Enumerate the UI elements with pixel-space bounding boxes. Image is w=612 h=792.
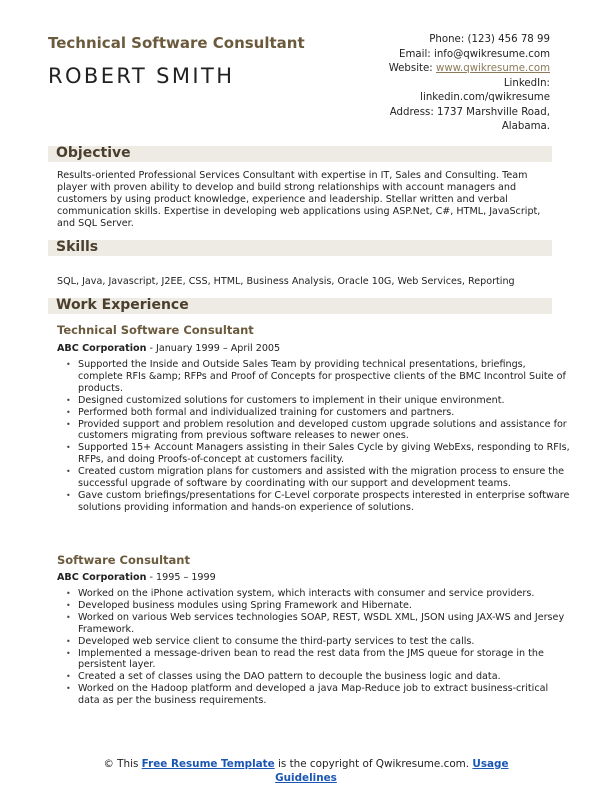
list-item: • Supported 15+ Account Managers assisting in their Sales Cycle by giving WebExs, responding to RFIs, RFPs, and doing Proofs-of-concept at customers facility. — [78, 442, 572, 466]
section-work-experience — [48, 298, 552, 314]
contact-linkedin-label: LinkedIn: — [503, 77, 550, 89]
section-skills — [48, 240, 552, 256]
contact-address-line2: Alabama. — [501, 121, 550, 132]
candidate-name: ROBERT SMITH — [48, 64, 235, 88]
list-item: • Supported the Inside and Outside Sales Team by providing technical presentations, briefings, complete RFIs &amp; RFPs and Proof of Concepts for prospective clients of the BMC Incontrol Suite of products. — [78, 359, 572, 395]
list-item: • Worked on the iPhone activation system, which interacts with consumer and service providers. — [78, 588, 572, 600]
job-company-line — [57, 343, 280, 354]
list-item: • Developed web service client to consume the third-party services to test the calls. — [78, 636, 572, 648]
job-company-line — [57, 572, 216, 583]
job-dates: - 1995 – 1999 — [146, 572, 216, 583]
footer-copyright: © This Free Resume Template is the copyright of Qwikresume.com. Usage Guidelines — [103, 758, 509, 784]
list-item: • Developed business modules using Spring Framework and Hibernate. — [78, 600, 572, 612]
list-item: • Created custom migration plans for customers and assisted with the migration process to ensure the successful upgrade of software by coordinating with our support and development teams. — [78, 466, 572, 490]
contact-block — [389, 33, 550, 135]
section-title-objective: Objective — [56, 145, 131, 161]
list-item: • Gave custom briefings/presentations for C-Level corporate prospects interested in enterprise software solutions providing information and hands-on experience of solutions. — [78, 490, 572, 514]
list-item: • Worked on various Web services technologies SOAP, REST, WSDL XML, JSON using JAX-WS and Jersey Framework. — [78, 612, 572, 636]
list-item: • Performed both formal and individualized training for customers and partners. — [78, 407, 572, 419]
job-role: Technical Software Consultant — [57, 323, 254, 337]
list-item: • Designed customized solutions for customers to implement in their unique environment. — [78, 395, 572, 407]
contact-website: Website: www.qwikresume.com — [388, 63, 550, 74]
job-company: ABC Corporation — [57, 343, 147, 354]
section-title-work-experience: Work Experience — [56, 297, 189, 313]
section-title-skills: Skills — [56, 239, 99, 255]
usage-guidelines-link-line2[interactable]: Guidelines — [275, 771, 337, 784]
contact-linkedin: linkedin.com/qwikresume — [420, 92, 550, 103]
job-role: Software Consultant — [57, 553, 190, 567]
list-item: • Provided support and problem resolution and developed custom upgrade solutions and assistance for customers migrating from previous software releases to newer ones. — [78, 419, 572, 443]
skills-text: SQL, Java, Javascript, J2EE, CSS, HTML, Business Analysis, Oracle 10G, Web Services, Reporting — [57, 276, 515, 287]
job-company: ABC Corporation — [57, 572, 147, 583]
list-item: • Implemented a message-driven bean to read the rest data from the JMS queue for storage in the persistent layer. — [78, 648, 572, 672]
objective-text: Results-oriented Professional Services Consultant with expertise in IT, Sales and Consulting. Team player with proven ability to develop and build strong relationships with account managers and customers by using product knowledge, experience and leadership. Stellar written and verbal communication skills. Expertise in developing web applications using ASP.Net, C#, HTML, JavaScript, and SQL Server. — [57, 170, 541, 229]
job-dates: - January 1999 – April 2005 — [146, 343, 281, 354]
contact-email: Email: info@qwikresume.com — [399, 48, 550, 60]
list-item: • Created a set of classes using the DAO pattern to decouple the business logic and data. — [78, 671, 572, 683]
website-link[interactable]: www.qwikresume.com — [435, 63, 550, 74]
contact-address: Address: 1737 Marshville Road, — [389, 106, 550, 118]
list-item: • Worked on the Hadoop platform and developed a java Map-Reduce job to extract business-critical data as per the business requirements. — [78, 683, 572, 707]
contact-phone: Phone: (123) 456 78 99 — [429, 34, 550, 45]
usage-guidelines-link[interactable]: Usage — [472, 758, 509, 770]
job-bullets — [57, 359, 572, 514]
header-job-title: Technical Software Consultant — [48, 34, 305, 52]
free-resume-template-link[interactable]: Free Resume Template — [141, 758, 275, 770]
job-bullets — [57, 588, 572, 707]
section-objective — [48, 146, 552, 162]
